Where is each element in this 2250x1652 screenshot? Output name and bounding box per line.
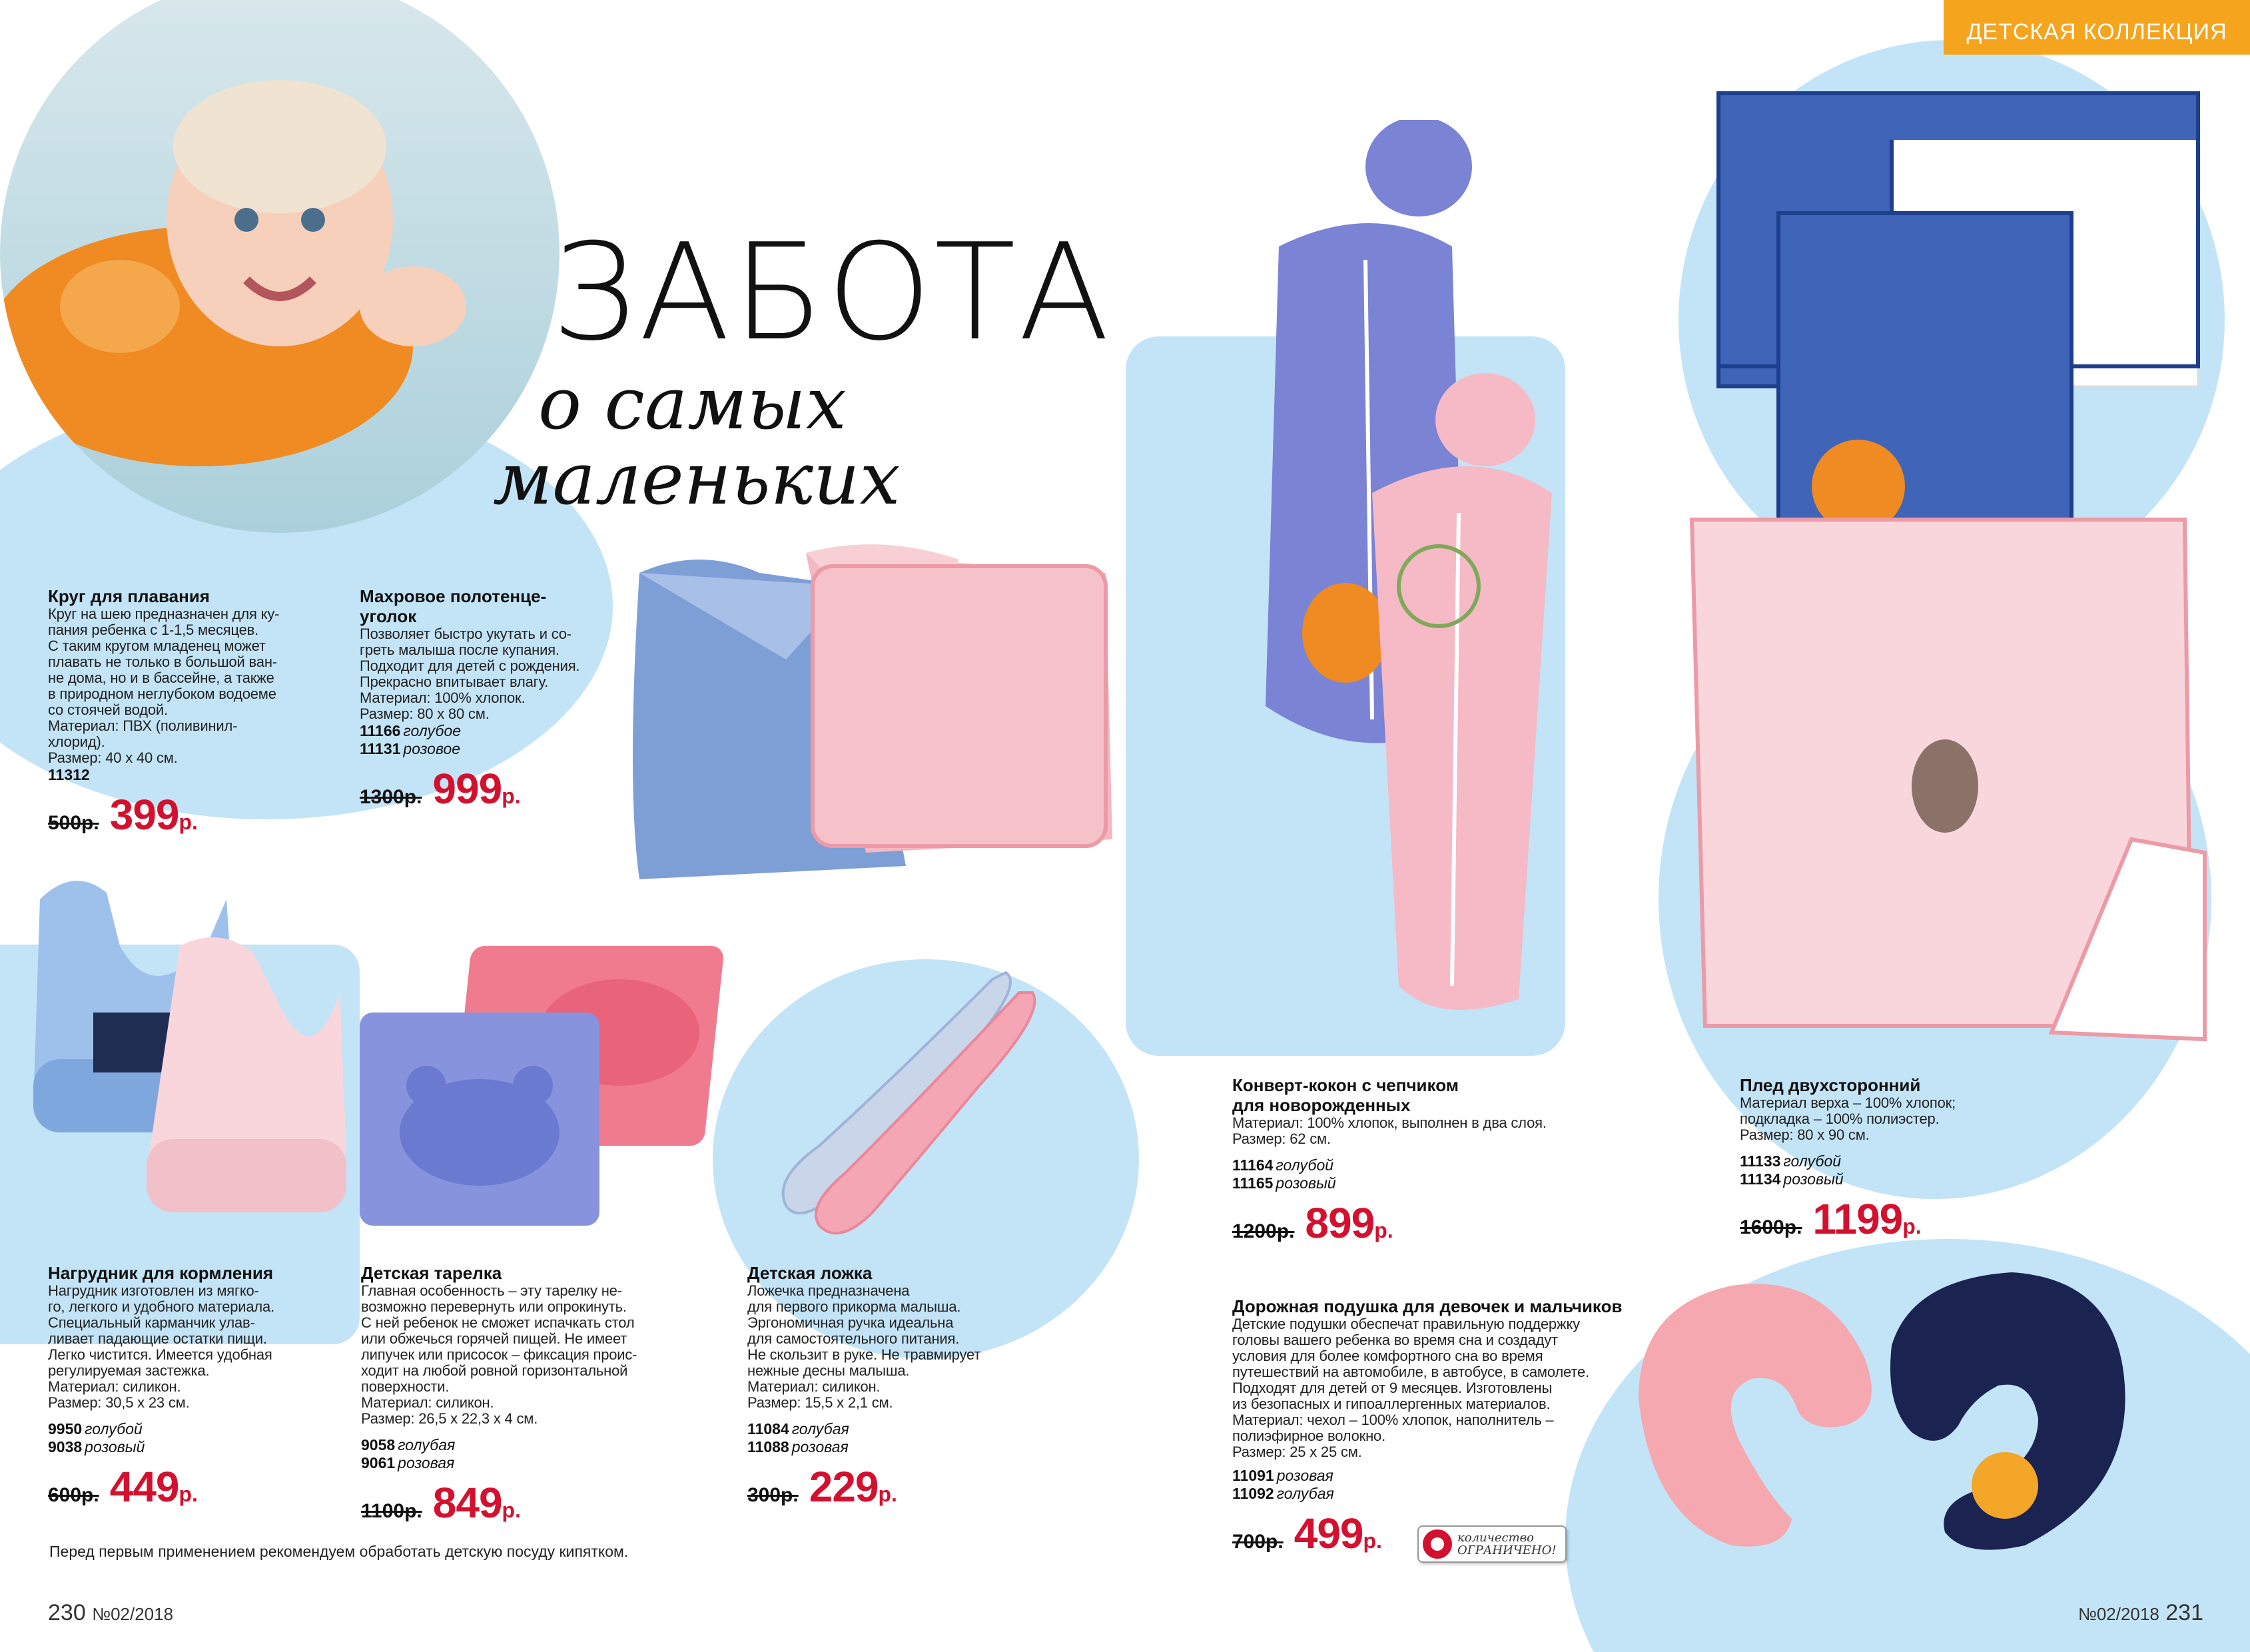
product-description: Материал: 100% хлопок, выполнен в два слоя. Размер: 62 см. — [1232, 1114, 1547, 1147]
product-code: 11084 голубая — [747, 1420, 849, 1438]
price: 499 — [1294, 1509, 1363, 1557]
product-title: Конверт-кокон с чепчиком для новорожденных — [1232, 1075, 1459, 1115]
price-row — [1232, 1199, 1605, 1247]
product-title: Круг для плавания — [48, 586, 210, 606]
bib-image — [27, 859, 360, 1232]
price-row — [48, 791, 341, 839]
heading-main: ЗАБОТА — [552, 215, 1112, 370]
old-price: 1100р. — [361, 1500, 422, 1522]
product-title: Махровое полотенце- уголок — [360, 586, 547, 626]
issue-number-left: №02/2018 — [92, 1604, 174, 1624]
product-description: Позволяет быстро укутать и со- греть малыша после купания. Подходит для детей с рождения. Прекрасно впитывает влагу. Материал: 100% хлопок. Размер: 80 х 80 см. — [360, 625, 580, 722]
page-heading — [466, 215, 1112, 522]
limited-quantity-badge — [1417, 1525, 1567, 1563]
price: 1199 — [1812, 1195, 1903, 1243]
product-code: 11133 голубой — [1740, 1152, 1842, 1170]
page-number-right: 231 — [2165, 1600, 2203, 1625]
product-cocoon — [1232, 1075, 1605, 1247]
pillow-image — [1625, 1266, 2131, 1559]
product-code: 11088 розовая — [747, 1438, 849, 1455]
product-code: 9058 голубая — [361, 1436, 456, 1453]
badge-text: количество ОГРАНИЧЕНО! — [1457, 1531, 1557, 1557]
badge-circle-icon — [1423, 1529, 1452, 1559]
old-price: 1300р. — [360, 786, 422, 808]
usage-note: Перед первым применением рекомендуем обработать детскую посуду кипятком. — [49, 1543, 629, 1560]
old-price: 500р. — [48, 812, 99, 834]
product-code: 11131 розовое — [360, 740, 461, 757]
currency: р. — [179, 1482, 198, 1506]
product-description: Главная особенность – эту тарелку не- возможно перевернуть или опрокинуть. С ней ребенок не сможет испачкать стол или обжечься горячей пищей. Не имеет липучек или присосок – фиксация проис- ходит на любой ровной горизонтальной поверхности. Материал: силикон. Размер: 26,5 х 22,3 х 4 см. — [361, 1282, 637, 1427]
towel-image — [586, 520, 1132, 893]
product-description: Материал верха – 100% хлопок; подкладка – 100% полиэстер. Размер: 80 х 90 см. — [1740, 1094, 1956, 1143]
currency: р. — [179, 810, 198, 834]
product-description: Детские подушки обеспечат правильную поддержку головы вашего ребенка во время сна и создадут условия для более комфортного сна во время путешествий на автомобиле, в автобусе, в самолете. Подходят для детей от 9 месяцев. Изготовлены из безопасных и гипоаллергенных материалов. Материал: чехол – 100% хлопок, наполнитель – полиэфирное волокно. Размер: 25 х 25 см. — [1232, 1316, 1589, 1460]
spoon-image — [759, 966, 1052, 1246]
old-price: 1600р. — [1740, 1216, 1802, 1238]
product-code: 11166 голубое — [360, 722, 462, 739]
cocoon-image — [1239, 120, 1612, 1013]
currency: р. — [1363, 1529, 1382, 1553]
product-title: Нагрудник для кормления — [48, 1263, 274, 1283]
product-spoon — [747, 1263, 1067, 1511]
old-price: 1200р. — [1232, 1220, 1295, 1242]
old-price: 600р. — [48, 1484, 99, 1506]
product-blanket — [1740, 1075, 2073, 1243]
product-code: 9038 розовый — [48, 1438, 145, 1455]
product-bib — [48, 1263, 354, 1511]
price: 899 — [1305, 1199, 1375, 1247]
product-title: Дорожная подушка для девочек и мальчиков — [1232, 1296, 1623, 1316]
issue-number-right: №02/2018 — [2077, 1604, 2159, 1624]
section-header-label: ДЕТСКАЯ КОЛЛЕКЦИЯ — [1966, 19, 2227, 45]
old-price: 300р. — [747, 1484, 799, 1506]
footer-right — [2078, 1600, 2203, 1626]
currency: р. — [878, 1482, 897, 1506]
price: 229 — [809, 1463, 879, 1511]
product-description: Ложечка предназначена для первого прикорма малыша. Эргономичная ручка идеальна для самостоятельного питания. Не скользит в руке. Не травмирует нежные десны малыша. Материал: силикон. Размер: 15,5 х 2,1 см. — [747, 1282, 981, 1411]
blanket-image — [1679, 80, 2211, 1052]
price: 449 — [109, 1463, 179, 1511]
product-code: 11134 розовый — [1740, 1170, 1844, 1188]
currency: р. — [1374, 1218, 1393, 1242]
page-number-left: 230 — [48, 1600, 86, 1625]
product-swim-ring — [48, 586, 341, 839]
price-row — [48, 1463, 354, 1511]
product-code: 9061 розовая — [361, 1454, 455, 1471]
section-header-tab — [1944, 0, 2250, 55]
currency: р. — [1902, 1214, 1922, 1238]
product-code: 11164 голубой — [1232, 1156, 1334, 1174]
product-code: 11165 розовый — [1232, 1174, 1336, 1192]
currency: р. — [502, 784, 521, 808]
product-code: 11091 розовая — [1232, 1467, 1333, 1484]
price: 999 — [432, 765, 502, 813]
currency: р. — [502, 1498, 521, 1522]
product-towel — [360, 586, 653, 813]
product-code: 9950 голубой — [48, 1420, 143, 1438]
footer-left — [48, 1600, 173, 1626]
product-code: 11312 — [48, 766, 90, 783]
product-title: Плед двухсторонний — [1740, 1075, 1921, 1095]
product-code: 11092 голубая — [1232, 1485, 1334, 1502]
price: 849 — [432, 1479, 502, 1527]
product-title: Детская ложка — [747, 1263, 873, 1283]
heading-line2: о самых — [538, 362, 847, 446]
price-row — [1740, 1195, 2073, 1243]
heading-line3: маленьких — [493, 438, 901, 522]
product-pillow — [1232, 1296, 1632, 1555]
product-title: Детская тарелка — [361, 1263, 502, 1283]
price-row — [360, 765, 653, 813]
price-row — [747, 1463, 1067, 1511]
old-price: 700р. — [1232, 1531, 1284, 1553]
product-plate — [361, 1263, 707, 1527]
product-description: Нагрудник изготовлен из мягко- го, легкого и удобного материала. Специальный карманчик улав- ливает падающие остатки пищи. Легко чистится. Имеется удобная регулируемая застежка. Материал: силикон. Размер: 30,5 х 23 см. — [48, 1282, 274, 1411]
price-row — [361, 1479, 707, 1527]
product-description: Круг на шею предназначен для ку- пания ребенка с 1-1,5 месяцев. С таким кругом младенец может плавать не только в большой ван- не дома, но и в бассейне, а также в природном неглубоком водоеме со стоячей водой. Материал: ПВХ (поливинил- хлорид). Размер: 40 х 40 см. — [48, 606, 280, 766]
plate-image — [353, 933, 753, 1239]
price: 399 — [109, 791, 179, 839]
